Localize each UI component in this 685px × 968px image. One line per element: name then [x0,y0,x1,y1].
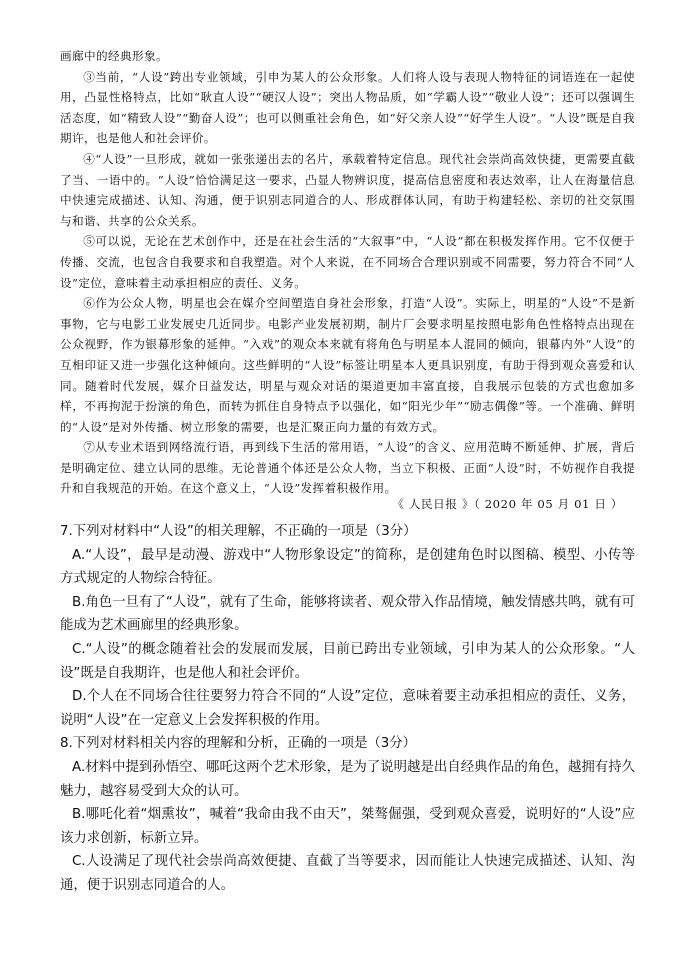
passage-paragraph-continued: 画廊中的经典形象。 [60,49,168,63]
passage-paragraph-6: ⑥作为公众人物，明星也会在媒介空间塑造自身社会形象，打造“人设”。实际上，明星的“人设”不是新事物，它与电影工业发展史几近同步。电影产业发展初期，制片厂会要求明星按照电影角色性格特点出现在公众视野，作为银幕形象的延伸。“入戏”的观众本来就有将角色与明星本人混同的倾向，银幕内外“人设”的互相印证又进一步强化这种倾向。这些鲜明的“人设”标签让明星本人更具识别度，有助于得到观众喜爱和认同。随着时代发展，媒介日益发达，明星与观众对话的渠道更加丰富直接，自我展示包装的方式也愈加多样，不再拘泥于扮演的角色，而转为抓住自身特点予以强化，如“阳光少年”“励志偶像”等。一个准确、鲜明的“人设”是对外传播、树立形象的需要，也是汇聚正向力量的有效方式。 [60,296,635,434]
passage-paragraph-7: ⑦从专业术语到网络流行语，再到线下生活的常用语，“人设”的含义、应用范畴不断延伸、扩展，背后是明确定位、建立认同的思维。无论普通个体还是公众人物，当立下积极、正面“人设”时，不妨视作自我提升和自我规范的开始。在这个意义上，“人设”发挥着积极作用。 [60,440,635,496]
passage-paragraph-5: ⑤可以说，无论在艺术创作中，还是在社会生活的“大叙事”中，“人设”都在积极发挥作用。它不仅便于传播、交流，也包含自我要求和自我塑造。对个人来说，在不同场合合理识别或不同需要，努力符合不同“人设”定位，意味着主动承担相应的责任、义务。 [60,234,635,290]
option-a: A.“人设”，最早是动漫、游戏中“人物形象设定”的简称，是创建角色时以图稿、模型、小传等方式规定的人物综合特征。 [60,547,635,587]
passage-paragraph-3: ③当前，“人设”跨出专业领域，引申为某人的公众形象。人们将人设与表现人物特征的词语连在一起使用，凸显性格特点，比如“耿直人设”“硬汉人设”；突出人物品质，如“学霸人设”“敬业人设”；还可以强调生活态度，如“精致人设”“勤奋人设”；也可以侧重社会角色，如“好父亲人设”“好学生人设”。“人设”既是自我期许，也是他人和社会评价。 [60,69,635,146]
option-b: B.角色一旦有了“人设”，就有了生命，能够将读者、观众带入作品情境，触发情感共鸣，就有可能成为艺术画廊里的经典形象。 [60,594,635,634]
question-stem: 7.下列对材料中“人设”的相关理解，不正确的一项是（3分） [60,524,417,539]
option-b: B.哪吒化着“烟熏妆”，喊着“我命由我不由天”，桀骜倔强，受到观众喜爱，说明好的“人设”应该力求创新，标新立异。 [60,807,635,846]
option-a: A.材料中提到孙悟空、哪吒这两个艺术形象，是为了说明越是出自经典作品的角色，越拥有持久魅力，越容易受到大众的认可。 [60,759,635,799]
reading-passage [60,46,635,499]
option-d: D.个人在不同场合往往要努力符合不同的“人设”定位，意味着要主动承担相应的责任、义务，说明“人设”在一定意义上会发挥积极的作用。 [60,689,635,728]
passage-paragraph-4: ④“人设”一旦形成，就如一张张递出去的名片，承载着特定信息。现代社会崇尚高效快捷，更需要直截了当、一语中的。“人设”恰恰满足这一要求，凸显人物辨识度，提高信息密度和表达效率，让人在海量信息中快速完成描述、认知、沟通，便于识别志同道合的人、形成群体认同，有助于构建轻松、亲切的社交氛围与和谐、共享的公众关系。 [60,151,635,228]
question-8 [60,732,635,897]
option-c: C.“人设”的概念随着社会的发展而发展，目前已跨出专业领域，引申为某人的公众形象。“人设”既是自我期许，也是他人和社会评价。 [60,641,635,681]
question-stem: 8.下列对材料相关内容的理解和分析，正确的一项是（3分） [60,736,417,752]
passage-source: 《 人民日报 》（ 2020 年 05 月 01 日 ） [392,497,623,511]
option-c: C.人设满足了现代社会崇尚高效便捷、直截了当等要求，因而能让人快速完成描述、认知、沟通，便于识别志同道合的人。 [60,854,635,893]
question-7 [60,520,635,732]
question-list [60,520,635,898]
